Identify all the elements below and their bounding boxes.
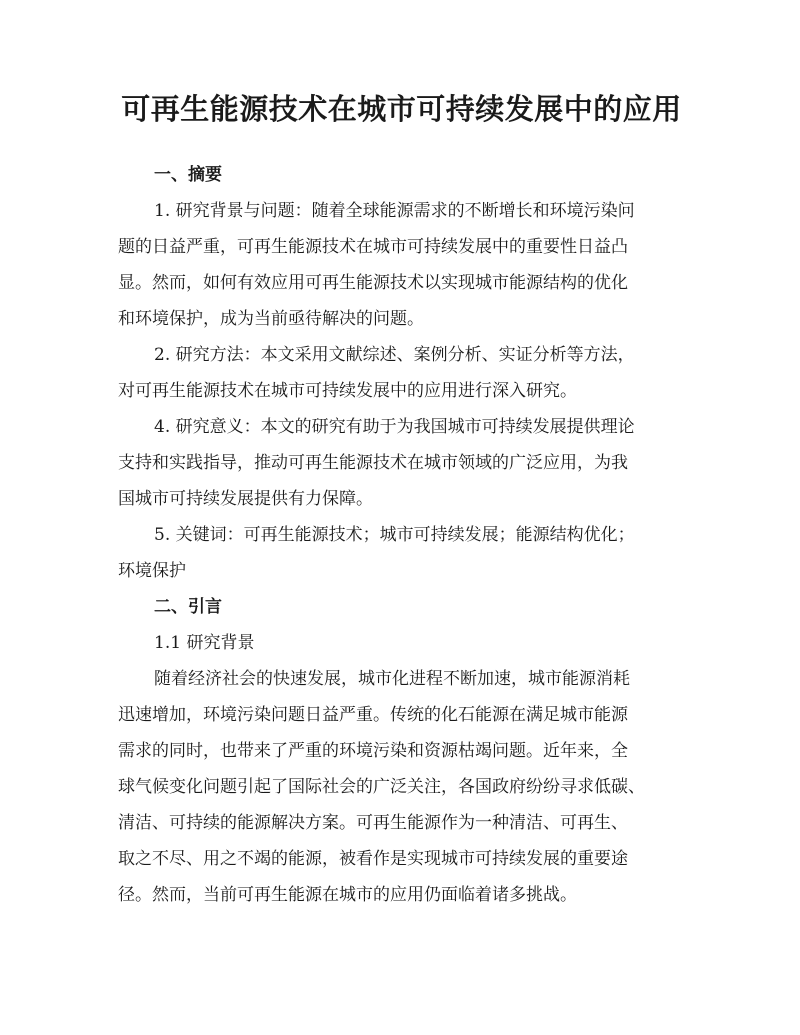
- text-line: 迅速增加，环境污染问题日益严重。传统的化石能源在满足城市能源: [118, 705, 628, 725]
- text-line: 1. 研究背景与问题：随着全球能源需求的不断增长和环境污染问: [154, 201, 635, 221]
- text-line: 4. 研究意义：本文的研究有助于为我国城市可持续发展提供理论: [154, 417, 635, 437]
- section-heading-introduction: 二、引言: [154, 597, 222, 617]
- text-line: 清洁、可持续的能源解决方案。可再生能源作为一种清洁、可再生、: [118, 813, 628, 833]
- text-line: 国城市可持续发展提供有力保障。: [118, 489, 373, 509]
- abstract-item-significance: [118, 409, 685, 517]
- text-line: 取之不尽、用之不竭的能源，被看作是实现城市可持续发展的重要途: [118, 849, 628, 869]
- abstract-item-keywords: [118, 517, 685, 589]
- text-line: 随着经济社会的快速发展，城市化进程不断加速，城市能源消耗: [154, 669, 630, 689]
- text-line: 球气候变化问题引起了国际社会的广泛关注，各国政府纷纷寻求低碳、: [118, 777, 645, 797]
- background-paragraph: [118, 661, 685, 913]
- text-line: 需求的同时，也带来了严重的环境污染和资源枯竭问题。近年来，全: [118, 741, 628, 761]
- abstract-item-background: [118, 193, 685, 337]
- document-title: 可再生能源技术在城市可持续发展中的应用: [121, 92, 682, 126]
- abstract-item-methods: [118, 337, 685, 409]
- text-line: 2. 研究方法：本文采用文献综述、案例分析、实证分析等方法，: [154, 345, 635, 365]
- text-line: 5. 关键词：可再生能源技术；城市可持续发展；能源结构优化；: [154, 525, 635, 545]
- text-line: 和环境保护，成为当前亟待解决的问题。: [118, 309, 424, 329]
- text-line: 显。然而，如何有效应用可再生能源技术以实现城市能源结构的优化: [118, 273, 628, 293]
- text-line: 径。然而，当前可再生能源在城市的应用仍面临着诸多挑战。: [118, 885, 577, 905]
- subsection-heading-background: 1.1 研究背景: [154, 633, 255, 653]
- text-line: 支持和实践指导，推动可再生能源技术在城市领域的广泛应用，为我: [118, 453, 628, 473]
- text-line: 题的日益严重，可再生能源技术在城市可持续发展中的重要性日益凸: [118, 237, 628, 257]
- text-line: 环境保护: [118, 561, 186, 581]
- section-heading-abstract: 一、摘要: [154, 165, 222, 185]
- text-line: 对可再生能源技术在城市可持续发展中的应用进行深入研究。: [118, 381, 577, 401]
